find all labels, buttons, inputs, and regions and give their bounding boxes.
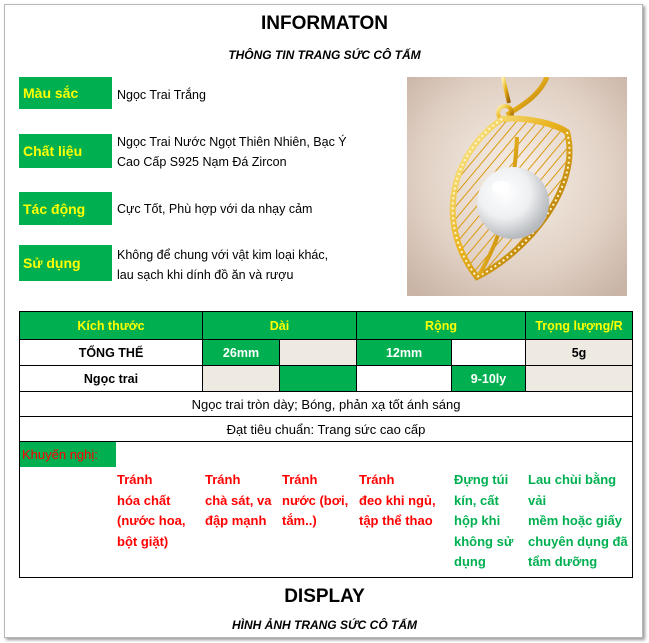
header-weight: Trọng lượng/R bbox=[526, 312, 633, 340]
size-table bbox=[19, 311, 633, 442]
product-photo bbox=[407, 77, 627, 296]
row-label-overall: TỔNG THỂ bbox=[20, 340, 203, 366]
note-quality: Ngọc trai tròn dày; Bóng, phản xạ tốt ánh sáng bbox=[20, 392, 633, 417]
table-row-note-1 bbox=[20, 392, 633, 417]
attr-value-effect: Cực Tốt, Phù hợp với da nhạy cảm bbox=[117, 202, 313, 216]
row-label-pearl: Ngọc trai bbox=[20, 366, 203, 392]
empty-cell bbox=[452, 340, 526, 366]
table-row-overall bbox=[20, 340, 633, 366]
info-subtitle: THÔNG TIN TRANG SỨC CÔ TẤM bbox=[228, 48, 421, 62]
info-title: INFORMATON bbox=[260, 13, 388, 34]
display-subtitle: HÌNH ẢNH TRANG SỨC CÔ TẤM bbox=[231, 618, 418, 632]
tip-storage: Đựng túi kín, cất hộp khi không sử dụng bbox=[454, 472, 514, 569]
attr-value-usage: Không để chung với vật kim loại khác, lau sạch khi dính đồ ăn và rượu bbox=[117, 248, 329, 282]
header-size: Kích thước bbox=[20, 312, 203, 340]
attr-label-usage: Sử dụng bbox=[19, 245, 112, 281]
attr-label-effect: Tác động bbox=[19, 192, 112, 225]
overall-width: 12mm bbox=[357, 340, 452, 366]
attr-label-material: Chất liệu bbox=[19, 134, 112, 168]
attr-label-color: Màu sắc bbox=[19, 77, 112, 109]
advice-label: Khuyến nghị: bbox=[20, 442, 116, 467]
attr-value-material: Ngọc Trai Nước Ngọt Thiên Nhiên, Bạc Ý Cao Cấp S925 Nạm Đá Zircon bbox=[117, 135, 347, 169]
note-standard: Đạt tiêu chuẩn: Trang sức cao cấp bbox=[20, 417, 633, 442]
overall-length: 26mm bbox=[203, 340, 280, 366]
tip-chemicals: Tránh hóa chất (nước hoa, bột giặt) bbox=[117, 472, 186, 549]
pearl-weight bbox=[526, 366, 633, 392]
empty-cell bbox=[357, 366, 452, 392]
header-length: Dài bbox=[203, 312, 357, 340]
tip-impact: Tránh chà sát, va đập mạnh bbox=[205, 472, 272, 528]
header-width: Rộng bbox=[357, 312, 526, 340]
tip-sleep: Tránh đeo khi ngủ, tập thể thao bbox=[359, 472, 436, 528]
overall-weight: 5g bbox=[526, 340, 633, 366]
size-table-header bbox=[20, 312, 633, 340]
tip-cleaning: Lau chùi bằng vải mềm hoặc giấy chuyên dụng đã tẩm dưỡng bbox=[528, 472, 628, 569]
empty-cell bbox=[203, 366, 280, 392]
tip-water: Tránh nước (bơi, tắm..) bbox=[282, 472, 349, 528]
empty-cell bbox=[280, 340, 357, 366]
table-row-note-2 bbox=[20, 417, 633, 442]
pearl-length bbox=[280, 366, 357, 392]
table-row-pearl bbox=[20, 366, 633, 392]
display-title: DISPLAY bbox=[284, 586, 365, 607]
pearl-width: 9-10ly bbox=[452, 366, 526, 392]
advice-block bbox=[19, 441, 633, 578]
attr-value-color: Ngọc Trai Trắng bbox=[117, 88, 206, 102]
